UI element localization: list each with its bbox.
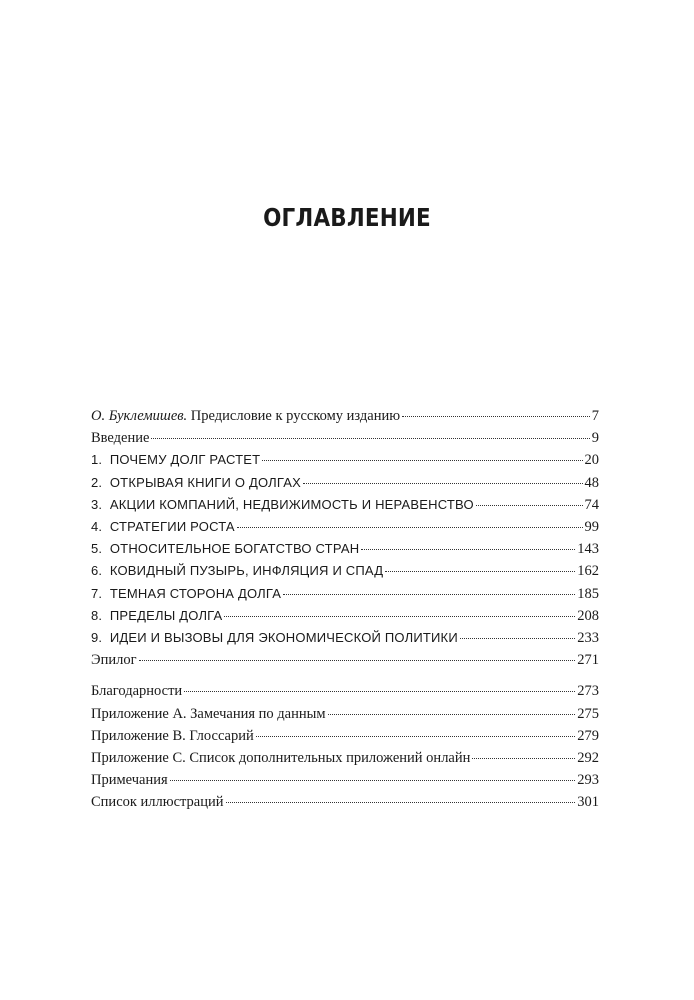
toc-entry-title: 4. СТРАТЕГИИ РОСТА	[91, 519, 235, 535]
dot-leader	[385, 571, 575, 572]
dot-leader	[151, 438, 589, 439]
dot-leader	[170, 780, 576, 781]
toc-entry-title: Введение	[91, 430, 150, 447]
toc-entry-title: Приложение B. Глоссарий	[91, 727, 254, 744]
toc-entry-page-number: 301	[577, 794, 599, 811]
toc-entry-title: 7. ТЕМНАЯ СТОРОНА ДОЛГА	[91, 585, 282, 601]
toc-entry-page-number: 48	[584, 474, 599, 491]
toc-entry-page-number: 275	[577, 705, 599, 722]
dot-leader	[476, 505, 583, 506]
toc-entry[interactable]	[91, 538, 599, 560]
toc-entry-title: 6. КОВИДНЫЙ ПУЗЫРЬ, ИНФЛЯЦИЯ И СПАД	[91, 563, 384, 579]
dot-leader	[256, 736, 575, 737]
toc-entry[interactable]	[91, 605, 599, 627]
toc-entry-title: 3. АКЦИИ КОМПАНИЙ, НЕДВИЖИМОСТЬ И НЕРАВЕНСТВО	[91, 496, 474, 512]
toc-back-matter-section	[91, 680, 599, 813]
toc-entry-page-number: 233	[577, 630, 599, 647]
toc-entry-title: Примечания	[91, 772, 168, 789]
toc-entry[interactable]	[91, 472, 599, 494]
dot-leader	[303, 483, 582, 484]
toc-entry[interactable]	[91, 725, 599, 747]
toc-entry-author: О. Буклемишев.	[91, 408, 188, 424]
toc-entry-title	[91, 405, 400, 427]
toc-entry-page-number: 7	[591, 408, 599, 424]
table-of-contents	[91, 405, 599, 814]
toc-entry-page-number: 9	[591, 430, 599, 447]
toc-entry[interactable]	[91, 791, 599, 813]
toc-entry[interactable]	[91, 494, 599, 516]
toc-entry-page-number: 185	[577, 585, 599, 602]
toc-entry[interactable]	[91, 747, 599, 769]
toc-entry-page-number: 273	[577, 683, 599, 700]
toc-entry-title: Благодарности	[91, 683, 183, 700]
toc-entry-page-number: 292	[577, 750, 599, 767]
dot-leader	[472, 758, 575, 759]
dot-leader	[262, 460, 582, 461]
toc-entry-page-number: 208	[577, 607, 599, 624]
dot-leader	[237, 527, 583, 528]
dot-leader	[283, 594, 575, 595]
toc-main-section	[91, 405, 599, 671]
toc-entry-title: 1. ПОЧЕМУ ДОЛГ РАСТЕТ	[91, 452, 261, 468]
toc-entry-page-number: 143	[577, 541, 599, 558]
toc-entry-page-number: 293	[577, 772, 599, 789]
page-title: ОГЛАВЛЕНИЕ	[263, 202, 431, 232]
toc-entry-title: Эпилог	[91, 652, 137, 669]
dot-leader	[328, 714, 576, 715]
toc-entry-page-number: 74	[584, 496, 599, 513]
toc-entry-page-number: 162	[577, 563, 599, 580]
toc-entry[interactable]	[91, 627, 599, 649]
toc-entry-title: 9. ИДЕИ И ВЫЗОВЫ ДЛЯ ЭКОНОМИЧЕСКОЙ ПОЛИТИКИ	[91, 630, 458, 646]
toc-entry-title: Список иллюстраций	[91, 794, 224, 811]
dot-leader	[226, 802, 576, 803]
dot-leader	[402, 416, 590, 417]
toc-entry-title: Приложение С. Список дополнительных приложений онлайн	[91, 750, 471, 767]
toc-entry-page-number: 99	[584, 519, 599, 536]
toc-entry[interactable]	[91, 560, 599, 582]
toc-entry[interactable]	[91, 405, 599, 427]
dot-leader	[460, 638, 575, 639]
toc-entry-page-number: 20	[584, 452, 599, 469]
toc-entry[interactable]	[91, 680, 599, 702]
dot-leader	[184, 691, 575, 692]
toc-entry-title: 2. ОТКРЫВАЯ КНИГИ О ДОЛГАХ	[91, 474, 302, 490]
dot-leader	[224, 616, 575, 617]
toc-entry-page-number: 279	[577, 727, 599, 744]
toc-entry-title: Приложение А. Замечания по данным	[91, 705, 326, 722]
toc-entry[interactable]	[91, 703, 599, 725]
toc-entry[interactable]	[91, 649, 599, 671]
dot-leader	[361, 549, 575, 550]
toc-entry[interactable]	[91, 769, 599, 791]
toc-entry[interactable]	[91, 583, 599, 605]
toc-entry[interactable]	[91, 516, 599, 538]
toc-entry[interactable]	[91, 449, 599, 471]
toc-entry-title: 5. ОТНОСИТЕЛЬНОЕ БОГАТСТВО СТРАН	[91, 541, 360, 557]
toc-entry-title-text: Предисловие к русскому изданию	[187, 408, 401, 424]
toc-entry-page-number: 271	[577, 652, 599, 669]
dot-leader	[139, 660, 576, 661]
toc-entry[interactable]	[91, 427, 599, 449]
toc-entry-title: 8. ПРЕДЕЛЫ ДОЛГА	[91, 607, 223, 623]
